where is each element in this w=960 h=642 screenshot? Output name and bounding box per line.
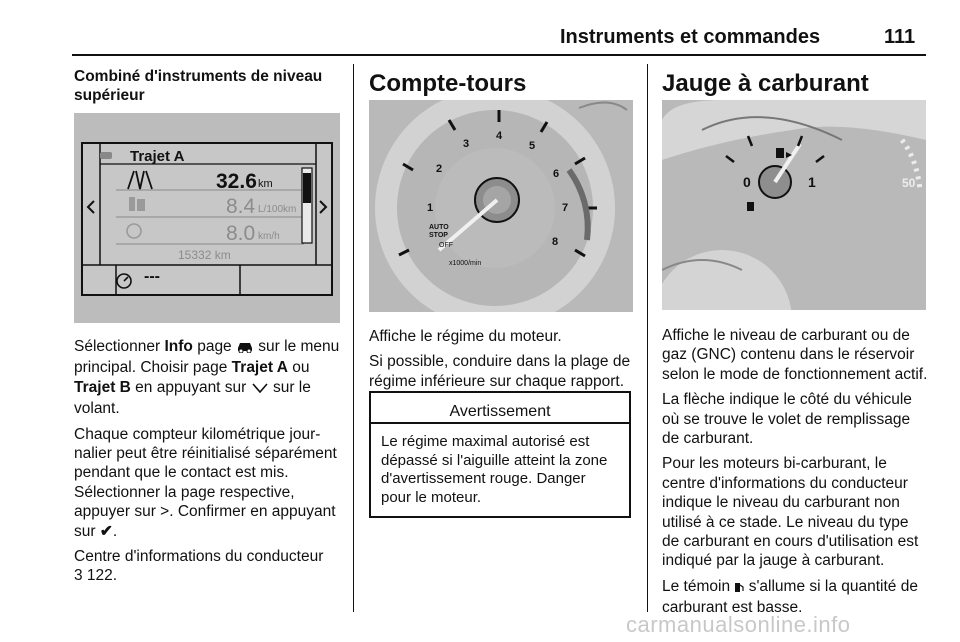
cluster-display-illustration xyxy=(74,113,340,323)
warning-body: Le régime maximal autorisé est dépassé si l'aiguille atteint la zone d'avertissement rouge. Danger pour le moteur. xyxy=(381,433,608,506)
check-icon: ✔ xyxy=(99,522,113,540)
tach-auto-stop-label: AUTO STOP xyxy=(429,224,449,239)
display-row3-value: 8.0 xyxy=(226,222,256,245)
display-row3-unit: km/h xyxy=(258,231,280,242)
paragraph-fuel-desc: Affiche le niveau de carburant ou de gaz (GNC) contenu dans le réservoir selon le mode de fonctionnement actif. xyxy=(662,327,928,383)
watermark: carmanualsonline.info xyxy=(626,612,851,637)
col3-body xyxy=(662,326,928,624)
warning-title: Avertissement xyxy=(449,403,551,420)
tach-label-7: 7 xyxy=(562,202,569,214)
tach-label-5: 5 xyxy=(529,140,536,152)
tach-label-4: 4 xyxy=(496,130,503,142)
tach-off-label: OFF xyxy=(439,242,453,249)
paragraph-bifuel: Pour les moteurs bi-carburant, le centre d'informations du conducteur indique le niveau du carburant non utilisé à ce stade. Le niveau du type de carburant en cours d'utilisation est indiqué par la jauge à carburant. xyxy=(662,455,919,570)
section-heading-fuel-gauge: Jauge à carburant xyxy=(662,70,869,97)
paragraph-reference: Centre d'informations du conducteur 3 122. xyxy=(74,548,324,585)
page-number: 111 xyxy=(884,26,916,48)
fuel-label-0: 0 xyxy=(743,174,751,190)
display-row2-unit: L/100km xyxy=(258,204,297,215)
col1-body xyxy=(74,337,342,592)
tachometer-illustration xyxy=(369,100,633,312)
paragraph-fuel-arrow: La flèche indique le côté du véhicule où se trouve le volet de remplissage de carburant. xyxy=(662,391,912,448)
display-odometer: 15332 km xyxy=(178,248,231,262)
display-row1-unit: km xyxy=(258,178,273,190)
column-divider-1 xyxy=(353,64,354,612)
paragraph-select-info: Sélectionner Info page sur le menu principal. Choisir page Trajet A ou Trajet B en appuyant sur sur le volant. xyxy=(74,338,340,418)
tach-label-1: 1 xyxy=(427,202,434,214)
page-reference-link[interactable]: 3 122. xyxy=(74,567,118,585)
column-divider-2 xyxy=(647,64,648,612)
fuel-gauge-illustration xyxy=(662,100,926,310)
display-bottom-value: --- xyxy=(144,268,160,285)
tach-label-3: 3 xyxy=(463,138,470,150)
section-heading-tachometer: Compte-tours xyxy=(369,70,527,97)
paragraph-tach-advice: Si possible, conduire dans la plage de régime inférieure sur chaque rapport. xyxy=(369,353,631,390)
paragraph-reset-trip: Chaque compteur kilométrique journalier peut être réinitialisé séparément pendant que le contact est mis. Sélectionner la page respective, appuyer sur >. Confirmer en appuyant sur ✔. xyxy=(74,425,337,540)
display-row1-value: 32.6 xyxy=(216,170,257,193)
tach-label-2: 2 xyxy=(436,163,443,175)
display-row2-value: 8.4 xyxy=(226,195,256,218)
tach-label-8: 8 xyxy=(552,236,559,248)
car-icon xyxy=(236,339,254,358)
fuel-pump-icon xyxy=(734,579,744,598)
col2-body xyxy=(369,327,633,397)
paragraph-low-fuel: Le témoin s'allume si la quantité de carburant est basse. xyxy=(662,577,918,617)
warning-box xyxy=(369,391,631,518)
chevron-down-icon xyxy=(251,380,269,399)
paragraph-tach-desc: Affiche le régime du moteur. xyxy=(369,328,562,345)
display-tab-title: Trajet A xyxy=(130,148,185,165)
speed-label-50: 50 xyxy=(902,176,916,190)
chevron-right-icon: > xyxy=(160,503,170,521)
tach-label-6: 6 xyxy=(553,168,560,180)
header-rule xyxy=(72,54,926,56)
fuel-label-1: 1 xyxy=(808,174,816,190)
tach-unit-label: x1000/min xyxy=(449,260,482,267)
page-header-title: Instruments et commandes xyxy=(560,26,821,48)
section-heading-cluster: Combiné d'instruments de niveau supérieur xyxy=(74,68,323,104)
